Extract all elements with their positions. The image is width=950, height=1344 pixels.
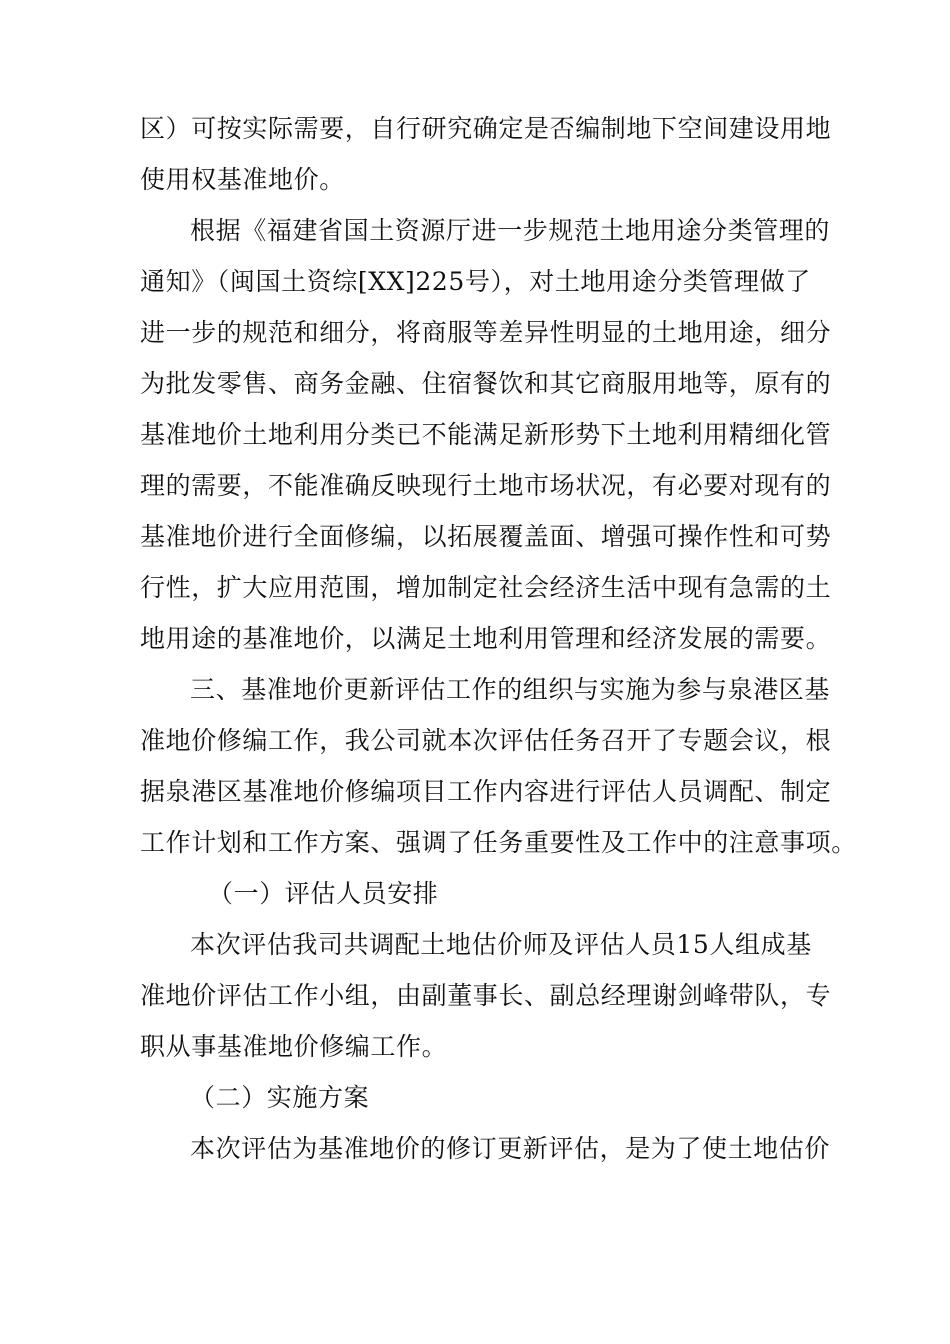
text-line-21: 本次评估为基准地价的修订更新评估，是为了使土地估价	[190, 1134, 831, 1163]
text-line-5: 进一步的规范和细分，将商服等差异性明显的土地用途，细分	[140, 318, 832, 347]
text-line-7: 基准地价土地利用分类已不能满足新形势下土地利用精细化管	[140, 420, 832, 449]
text-line-4: 通知》（闽国土资综[XX]225号），对土地用途分类管理做了	[140, 267, 811, 296]
text-line-13: 准地价修编工作，我公司就本次评估任务召开了专题会议，根	[140, 726, 832, 755]
text-line-3: 根据《福建省国土资源厅进一步规范土地用途分类管理的	[190, 216, 831, 245]
text-line-11: 地用途的基准地价，以满足土地利用管理和经济发展的需要。	[140, 624, 832, 653]
text-line-14: 据泉港区基准地价修编项目工作内容进行评估人员调配、制定	[140, 777, 832, 806]
text-line-17: 本次评估我司共调配土地估价师及评估人员15人组成基	[190, 930, 812, 959]
section-heading-1: （一）评估人员安排	[208, 879, 439, 908]
text-line-8: 理的需要，不能准确反映现行土地市场状况，有必要对现有的	[140, 471, 832, 500]
text-line-12: 三、基准地价更新评估工作的组织与实施为参与泉港区基	[190, 675, 831, 704]
text-line-1: 区）可按实际需要，自行研究确定是否编制地下空间建设用地	[140, 114, 832, 143]
text-line-15: 工作计划和工作方案、强调了任务重要性及工作中的注意事项。	[140, 828, 857, 857]
text-line-19: 职从事基准地价修编工作。	[140, 1032, 448, 1061]
section-heading-2: （二）实施方案	[190, 1083, 370, 1112]
text-line-9: 基准地价进行全面修编，以拓展覆盖面、增强可操作性和可势	[140, 522, 832, 551]
text-line-18: 准地价评估工作小组，由副董事长、副总经理谢剑峰带队，专	[140, 981, 832, 1010]
text-line-2: 使用权基准地价。	[140, 165, 345, 194]
text-line-6: 为批发零售、商务金融、住宿餐饮和其它商服用地等，原有的	[140, 369, 832, 398]
text-line-10: 行性，扩大应用范围，增加制定社会经济生活中现有急需的土	[140, 573, 832, 602]
